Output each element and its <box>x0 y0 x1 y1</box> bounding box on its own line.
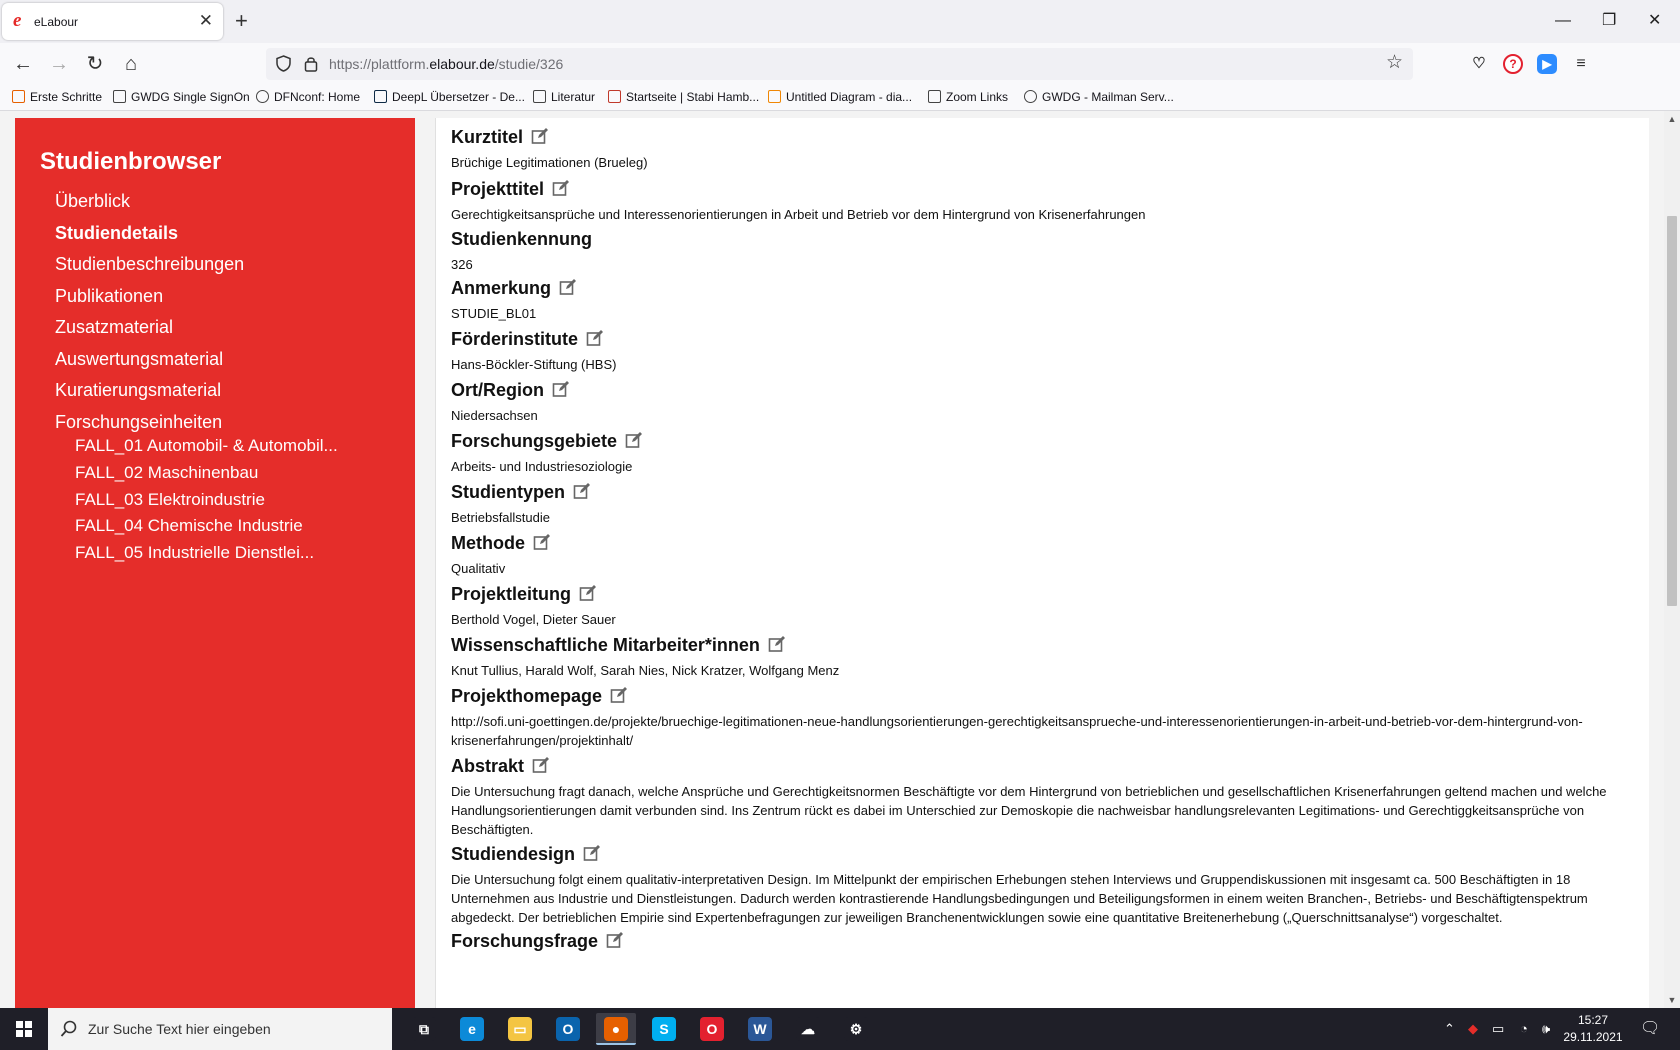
edit-icon[interactable] <box>573 482 591 500</box>
field-value: STUDIE_BL01 <box>451 306 537 321</box>
file-explorer-icon: ▭ <box>508 1017 532 1041</box>
opera-extension-icon[interactable]: ? <box>1503 54 1523 74</box>
taskbar-app[interactable] <box>740 1013 780 1045</box>
bookmark-item[interactable] <box>256 90 360 104</box>
edit-icon[interactable] <box>586 329 604 347</box>
bookmark-item[interactable] <box>533 90 595 104</box>
bookmark-star-icon[interactable]: ☆ <box>1385 52 1403 73</box>
field-value: Arbeits- und Industriesoziologie <box>451 459 633 474</box>
firefox-icon: ● <box>604 1017 628 1041</box>
field-value: Gerechtigkeitsansprüche und Interessenorientierungen in Arbeit und Betrieb vor dem Hintergrund von Krisenerfahrungen <box>451 207 1146 222</box>
outlook-icon: O <box>556 1017 580 1041</box>
field-value: Die Untersuchung fragt danach, welche Ansprüche und Gerechtigkeitsnormen Beschäftigte vor dem Hintergrund von betrieblichen und gesellschaftlichen Krisenerfahrungen geltend machen und welche Handlungsorientierungen damit verbunden sind. Ins Zentrum rückt es dabei im Unterschied zur Demoskopie die nachweisbar handlungsrelevanten Legitimations- und Gerechtiggkeitsansprüche von Beschäftigten. <box>451 784 1607 837</box>
browser-tab[interactable] <box>2 3 223 40</box>
edit-icon[interactable] <box>552 380 570 398</box>
drawio-icon <box>768 90 781 103</box>
field-label: Anmerkung <box>451 278 552 298</box>
taskbar-app[interactable] <box>500 1013 540 1045</box>
scroll-down-icon[interactable]: ▼ <box>1667 995 1677 1005</box>
sidebar-subitem[interactable]: FALL_02 Maschinenbau <box>75 462 259 482</box>
field-value[interactable]: http://sofi.uni-goettingen.de/projekte/bruechige-legitimationen-neue-handlungsorientierungen-gerechtigkeitsansprueche-und-interessenorientierungen-in-arbeit-und-betrieb-vor-dem-hintergrund-von-krisenerfahrungen/projektinhalt/ <box>451 714 1583 748</box>
window-close-icon[interactable]: ✕ <box>1648 12 1662 29</box>
edit-icon[interactable] <box>606 931 624 949</box>
field-value: Brüchige Legitimationen (Brueleg) <box>451 155 648 170</box>
field-label: Kurztitel <box>451 127 523 147</box>
taskbar-app[interactable] <box>452 1013 492 1045</box>
reload-icon[interactable]: ↻ <box>86 53 104 75</box>
skype-icon: S <box>652 1017 676 1041</box>
sidebar-title: Studienbrowser <box>40 148 222 175</box>
edit-icon[interactable] <box>583 844 601 862</box>
bookmark-label: Startseite | Stabi Hamb... <box>626 90 760 104</box>
edit-icon[interactable] <box>579 584 597 602</box>
field-value: Betriebsfallstudie <box>451 510 550 525</box>
bookmark-label: Erste Schritte <box>30 90 103 104</box>
sidebar-item[interactable]: Zusatzmaterial <box>55 317 174 337</box>
sidebar-item[interactable]: Kuratierungsmaterial <box>55 380 222 400</box>
minimize-icon[interactable]: — <box>1555 12 1571 29</box>
detail-field <box>451 533 1631 578</box>
bookmark-item[interactable] <box>608 90 759 104</box>
notifications-icon[interactable]: 🗨 <box>1640 1020 1661 1037</box>
field-value: Die Untersuchung folgt einem qualitativ-interpretativen Design. Im Mittelpunkt der empirischen Erhebungen stehen Interviews und Gruppendiskussionen mit insgesamt ca. 500 Beschäftigten in 18 Unternehmen aus Industrie und Dienstleistungen. Dadurch werden kontrastierende Handlungsbedingungen und Beteiligungsformen in einem weiten Branchen-, Betriebs- und Beschäftigtenspektrum abgedeckt. Der betrieblichen Empirie sind Expertenbefragungen zur jeweiligen Branchenentwicklungen sowie eine quantitative Breitenerhebung („Querschnittsanalyse“) vorgeschaltet. <box>451 872 1588 925</box>
tab-bar <box>0 0 1680 43</box>
globe-icon <box>1024 90 1037 103</box>
taskbar-app[interactable] <box>788 1013 828 1045</box>
bookmark-item[interactable] <box>374 90 525 104</box>
detail-field <box>451 482 1631 527</box>
search-icon <box>60 1020 78 1038</box>
bookmark-label: DFNconf: Home <box>274 90 361 104</box>
detail-field <box>451 584 1631 629</box>
tray-expand-icon[interactable]: ⌃ <box>1444 1021 1455 1036</box>
url-text: https://plattform.elabour.de/studie/326 <box>329 56 564 72</box>
scroll-thumb[interactable] <box>1667 216 1677 606</box>
elabour-favicon-icon: e <box>13 10 22 31</box>
close-tab-icon[interactable]: ✕ <box>198 11 213 30</box>
zoom-extension-icon[interactable]: ▶ <box>1537 54 1557 74</box>
detail-field <box>451 635 1631 680</box>
wifi-icon[interactable]: ◔ <box>1520 1021 1528 1036</box>
bookmark-item[interactable] <box>928 90 1008 104</box>
firefox-icon <box>12 90 25 103</box>
field-value: Berthold Vogel, Dieter Sauer <box>451 612 616 627</box>
bookmark-item[interactable] <box>1024 90 1174 104</box>
field-label: Abstrakt <box>451 756 525 776</box>
sidebar-item[interactable]: Auswertungsmaterial <box>55 348 224 369</box>
field-value: Hans-Böckler-Stiftung (HBS) <box>451 357 617 372</box>
detail-field <box>451 380 1631 425</box>
field-label: Projektleitung <box>451 584 572 604</box>
field-label: Projekthomepage <box>451 686 603 706</box>
word-icon: W <box>748 1017 772 1041</box>
onedrive-icon: ☁ <box>796 1017 820 1041</box>
field-value: Knut Tullius, Harald Wolf, Sarah Nies, Nick Kratzer, Wolfgang Menz <box>451 663 840 678</box>
stabi-icon <box>608 90 621 103</box>
detail-field <box>451 844 1631 927</box>
detail-field <box>451 179 1631 224</box>
edit-icon[interactable] <box>531 127 549 145</box>
field-value: Qualitativ <box>451 561 506 576</box>
navigation-bar <box>0 43 1680 85</box>
detail-field <box>451 278 1631 323</box>
taskbar-search-input[interactable] <box>48 1008 392 1050</box>
edit-icon[interactable] <box>559 278 577 296</box>
field-label: Förderinstitute <box>451 329 579 349</box>
edit-icon[interactable] <box>533 533 551 551</box>
bookmark-label: DeepL Übersetzer - De... <box>392 90 525 104</box>
field-label: Forschungsgebiete <box>451 431 618 451</box>
edit-icon[interactable] <box>532 756 550 774</box>
address-bar[interactable] <box>266 48 1413 80</box>
detail-field <box>451 229 1631 274</box>
taskbar-app[interactable] <box>404 1013 444 1045</box>
globe-icon <box>256 90 269 103</box>
edit-icon[interactable] <box>625 431 643 449</box>
bookmark-label: GWDG - Mailman Serv... <box>1042 90 1174 104</box>
bookmark-label: Literatur <box>551 90 596 104</box>
clock-date: 29.11.2021 <box>1563 1030 1623 1044</box>
field-label: Studienkennung <box>451 229 592 249</box>
bookmarks-bar <box>0 85 1680 111</box>
bookmark-label: GWDG Single SignOn <box>131 90 250 104</box>
task-view-icon: ⧉ <box>412 1017 436 1041</box>
field-label: Methode <box>451 533 525 553</box>
field-label: Ort/Region <box>451 380 544 400</box>
taskbar-app[interactable] <box>692 1013 732 1045</box>
sidebar-item[interactable]: Studiendetails <box>55 222 179 243</box>
deepl-icon <box>374 90 387 103</box>
dropbox-tray-icon[interactable]: ◆ <box>1468 1021 1478 1036</box>
taskbar-app[interactable] <box>836 1013 876 1045</box>
detail-field <box>451 431 1631 476</box>
taskbar-app[interactable] <box>644 1013 684 1045</box>
clock[interactable] <box>1558 1012 1628 1046</box>
menu-icon[interactable]: ≡ <box>1576 55 1586 72</box>
sidebar-item[interactable]: Publikationen <box>55 285 164 306</box>
bookmark-label: Untitled Diagram - dia... <box>786 90 913 104</box>
sidebar <box>15 118 415 1008</box>
field-label: Studiendesign <box>451 844 576 864</box>
detail-field <box>451 931 1631 957</box>
pocket-icon[interactable]: ♡ <box>1472 55 1486 72</box>
detail-field <box>451 686 1631 750</box>
bookmark-item[interactable] <box>113 90 250 104</box>
lock-icon[interactable] <box>304 55 318 72</box>
edit-icon[interactable] <box>610 686 628 704</box>
edit-icon[interactable] <box>552 179 570 197</box>
sidebar-item[interactable]: Forschungseinheiten <box>55 411 223 432</box>
signin-icon <box>113 90 126 103</box>
sidebar-subitem[interactable]: FALL_05 Industrielle Dienstlei... <box>75 543 315 563</box>
sidebar-subitem[interactable]: FALL_04 Chemische Industrie <box>75 516 303 536</box>
folder-icon <box>533 90 546 103</box>
forward-icon[interactable]: → <box>49 53 69 75</box>
scrollbar[interactable] <box>1664 111 1680 1008</box>
edge-icon: e <box>460 1017 484 1041</box>
volume-icon[interactable]: 🕪 <box>1542 1021 1551 1036</box>
field-label: Forschungsfrage <box>451 931 599 951</box>
restore-icon[interactable]: ❐ <box>1602 12 1617 29</box>
bookmark-item[interactable] <box>768 90 912 104</box>
field-value: Niedersachsen <box>451 408 538 423</box>
taskbar <box>0 1008 1680 1050</box>
search-placeholder: Zur Suche Text hier eingeben <box>88 1021 271 1037</box>
new-tab-icon[interactable]: + <box>235 8 248 33</box>
scroll-up-icon[interactable]: ▲ <box>1667 114 1677 124</box>
edit-icon[interactable] <box>768 635 786 653</box>
field-label: Studientypen <box>451 482 566 502</box>
field-value: 326 <box>451 257 473 272</box>
opera-icon: O <box>700 1017 724 1041</box>
home-icon[interactable]: ⌂ <box>124 53 138 75</box>
back-icon[interactable]: ← <box>13 53 33 75</box>
bookmark-label: Zoom Links <box>946 90 1009 104</box>
battery-icon[interactable]: ▭ <box>1492 1021 1505 1036</box>
field-label: Projekttitel <box>451 179 545 199</box>
detail-field <box>451 756 1631 839</box>
page <box>0 111 1664 1008</box>
detail-field <box>451 127 1631 172</box>
sidebar-subitem[interactable]: FALL_01 Automobil- & Automobil... <box>75 436 338 455</box>
sidebar-item[interactable]: Studienbeschreibungen <box>55 254 245 274</box>
sidebar-subitem[interactable]: FALL_03 Elektroindustrie <box>75 489 265 509</box>
folder-icon <box>928 90 941 103</box>
shield-icon[interactable] <box>276 55 291 72</box>
windows-start-icon[interactable] <box>0 1008 48 1050</box>
taskbar-app[interactable] <box>596 1013 636 1045</box>
clock-time: 15:27 <box>1577 1013 1609 1027</box>
detail-field <box>451 329 1631 374</box>
taskbar-app[interactable] <box>548 1013 588 1045</box>
sidebar-item[interactable]: Überblick <box>55 191 131 211</box>
study-details <box>435 118 1649 1008</box>
field-label: Wissenschaftliche Mitarbeiter*innen <box>451 635 760 655</box>
settings-icon: ⚙ <box>844 1017 868 1041</box>
bookmark-item[interactable] <box>12 90 102 104</box>
tab-title: eLabour <box>34 15 79 29</box>
